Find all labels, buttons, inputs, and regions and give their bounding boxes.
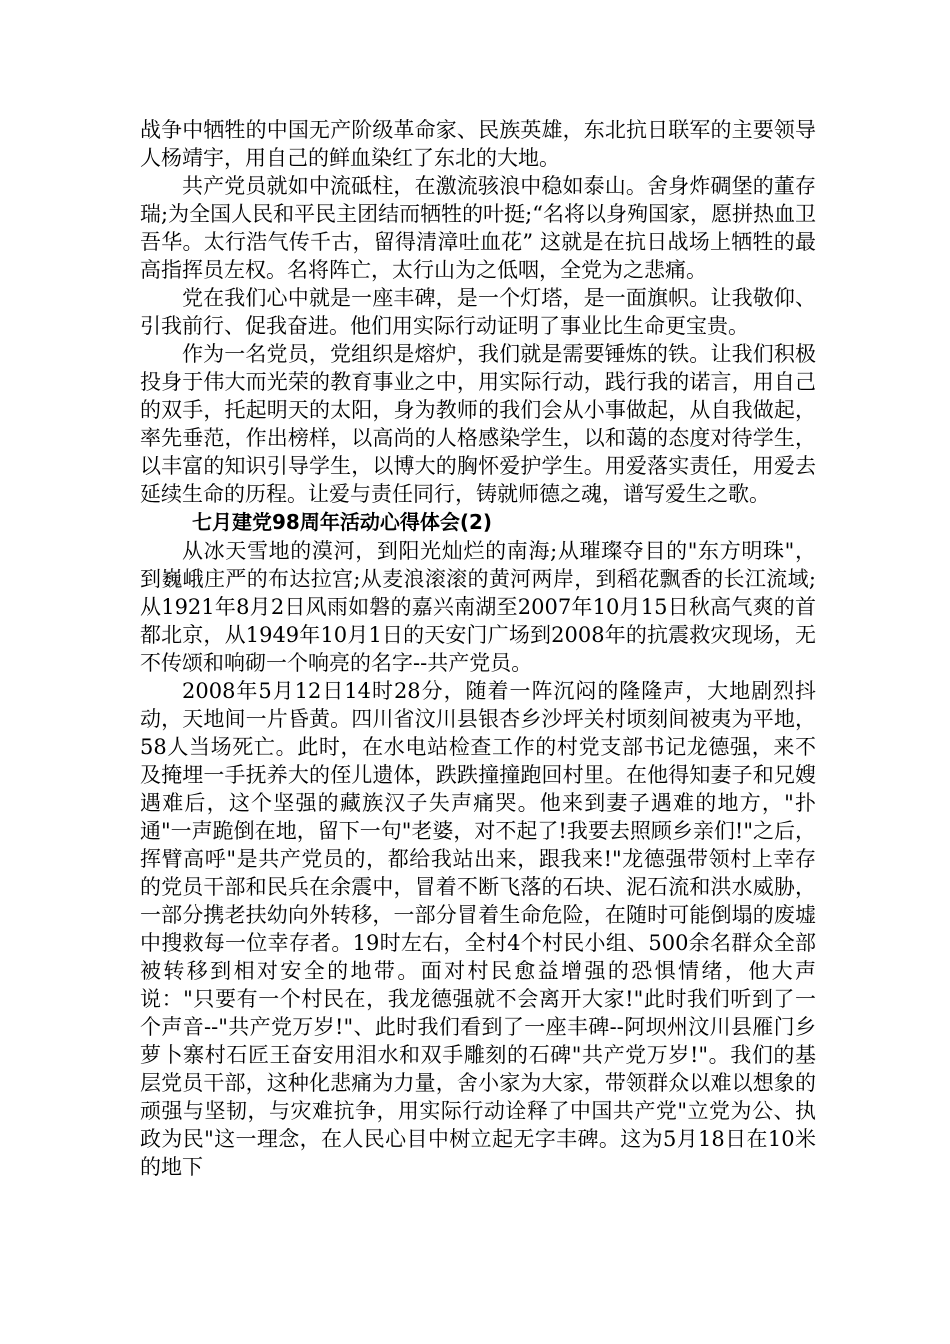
paragraph-4: 作为一名党员，党组织是熔炉，我们就是需要锤炼的铁。让我们积极投身于伟大而光荣的教育事业之中，用实际行动，践行我的诺言，用自己的双手，托起明天的太阳，身为教师的我们会从小事做起，从自我做起，率先垂范，作出榜样，以高尚的人格感染学生，以和蔼的态度对待学生，以丰富的知识引导学生，以博大的胸怀爱护学生。用爱落实责任，用爱去延续生命的历程。让爱与责任同行，铸就师德之魂，谱写爱生之歌。 xyxy=(140,342,816,506)
paragraph-6: 2008年5月12日14时28分，随着一阵沉闷的隆隆声，大地剧烈抖动，天地间一片昏黄。四川省汶川县银杏乡沙坪关村顷刻间被夷为平地，58人当场死亡。此时，在水电站检查工作的村党支部书记龙德强，来不及掩埋一手抚养大的侄儿遗体，跌跌撞撞跑回村里。在他得知妻子和兄嫂遇难后，这个坚强的藏族汉子失声痛哭。他来到妻子遇难的地方，"扑通"一声跪倒在地，留下一句"老婆，对不起了!我要去照顾乡亲们!"之后，挥臂高呼"是共产党员的，都给我站出来，跟我来!"龙德强带领村上幸存的党员干部和民兵在余震中，冒着不断飞落的石块、泥石流和洪水威胁，一部分携老扶幼向外转移，一部分冒着生命危险，在随时可能倒塌的废墟中搜救每一位幸存者。19时左右，全村4个村民小组、500余名群众全部被转移到相对安全的地带。面对村民愈益增强的恐惧情绪，他大声说："只要有一个村民在，我龙德强就不会离开大家!"此时我们听到了一个声音--"共产党万岁!"、此时我们看到了一座丰碑--阿坝州汶川县雁门乡萝卜寨村石匠王奋安用泪水和双手雕刻的石碑"共产党万岁!"。我们的基层党员干部，这种化悲痛为力量，舍小家为大家，带领群众以难以想象的顽强与坚韧，与灾难抗争，用实际行动诠释了中国共产党"立党为公、执政为民"这一理念，在人民心目中树立起无字丰碑。这为5月18日在10米的地下 xyxy=(140,679,816,1179)
paragraph-1: 战争中牺牲的中国无产阶级革命家、民族英雄，东北抗日联军的主要领导人杨靖宇，用自己的鲜血染红了东北的大地。 xyxy=(140,118,816,170)
section-heading: 七月建党98周年活动心得体会(2) xyxy=(192,510,493,534)
paragraph-3: 党在我们心中就是一座丰碑，是一个灯塔，是一面旗帜。让我敬仰、引我前行、促我奋进。他们用实际行动证明了事业比生命更宝贵。 xyxy=(140,286,816,338)
paragraph-2: 共产党员就如中流砥柱，在激流骇浪中稳如泰山。舍身炸碉堡的董存瑞;为全国人民和平民主团结而牺牲的叶挺;“名将以身殉国家，愿拼热血卫吾华。太行浩气传千古，留得清漳吐血花” 这就是在抗日战场上牺牲的最高指挥员左权。名将阵亡，太行山为之低咽，全党为之悲痛。 xyxy=(140,174,816,282)
document-page xyxy=(140,116,816,1181)
paragraph-5: 从冰天雪地的漠河，到阳光灿烂的南海;从璀璨夺目的"东方明珠"，到巍峨庄严的布达拉宫;从麦浪滚滚的黄河两岸，到稻花飘香的长江流域;从1921年8月2日风雨如磐的嘉兴南湖至2007年10月15日秋高气爽的首都北京，从1949年10月1日的天安门广场到2008年的抗震救灾现场，无不传颂和响砌一个响亮的名字--共产党员。 xyxy=(140,539,816,675)
